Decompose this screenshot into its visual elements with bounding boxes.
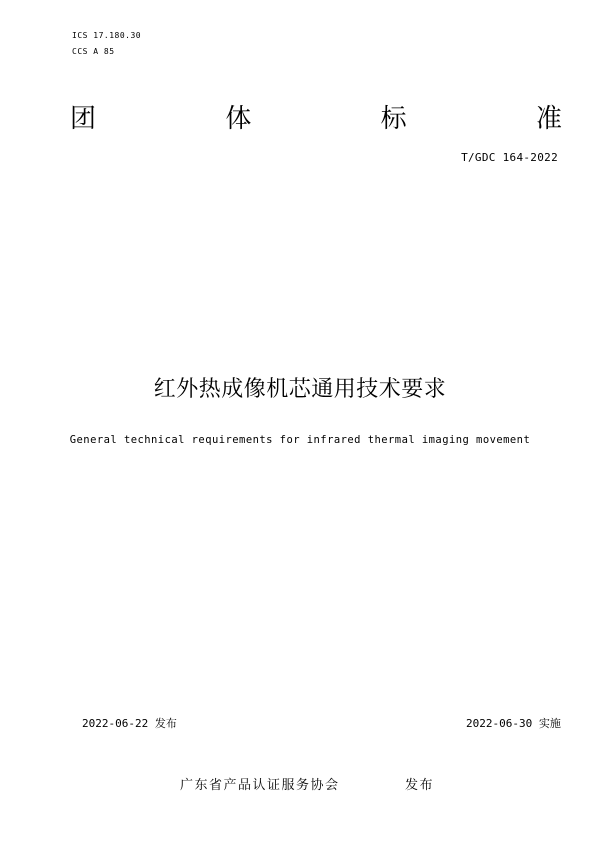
group-standard-heading: [70, 104, 562, 134]
publisher-name: 广东省产品认证服务协会: [180, 778, 340, 793]
standard-number: T/GDC 164-2022: [461, 151, 558, 164]
header-divider: [68, 172, 564, 173]
footer-divider: [68, 735, 564, 736]
document-title-chinese: 红外热成像机芯通用技术要求: [153, 377, 447, 402]
group-standard-char-3: 标: [380, 104, 407, 134]
issue-date: 2022-06-22 发布: [82, 717, 177, 730]
group-standard-char-1: 团: [70, 104, 97, 134]
ics-code: ICS 17.180.30: [72, 31, 142, 40]
group-standard-char-4: 准: [535, 104, 562, 134]
publish-label: 发布: [405, 778, 435, 793]
document-title-english: General technical requirements for infrared thermal imaging movement: [69, 434, 531, 446]
implementation-date: 2022-06-30 实施: [466, 717, 561, 730]
ccs-code: CCS A 85: [72, 47, 115, 56]
group-standard-char-2: 体: [225, 104, 252, 134]
